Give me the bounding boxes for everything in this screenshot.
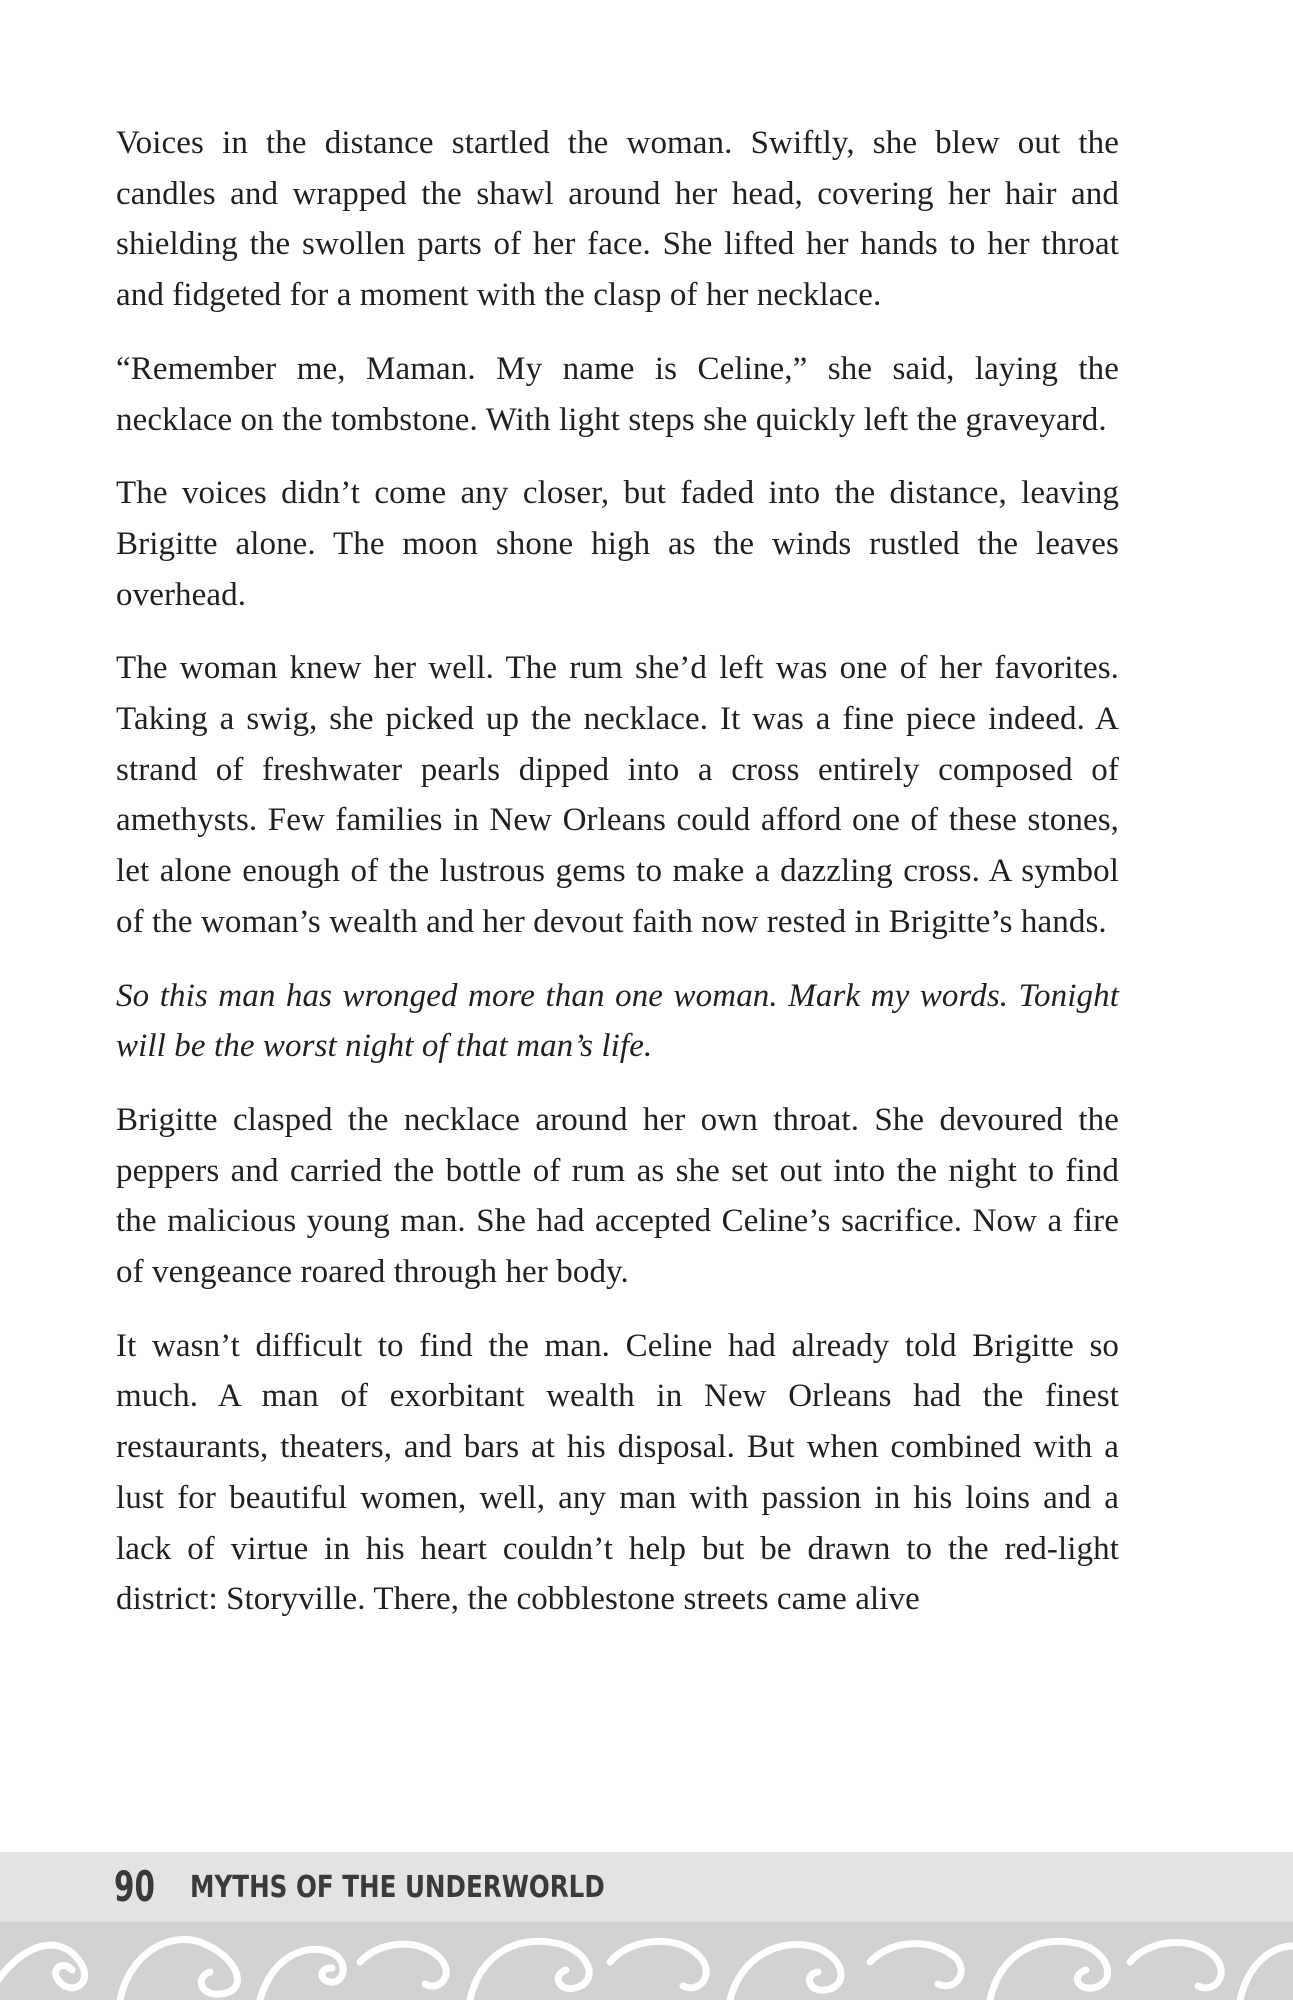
ornament-band <box>0 1922 1293 2000</box>
book-title: MYTHS OF THE UNDERWORLD <box>190 1870 605 1905</box>
paragraph-3: The voices didn’t come any closer, but faded into the distance, leaving Brigitte alone. The moon shone high as the winds rustled the leaves overhead. <box>116 475 1119 613</box>
paragraph-7: It wasn’t difficult to find the man. Celine had already told Brigitte so much. A man of exorbitant wealth in New Orleans had the finest restaurants, theaters, and bars at his disposal. But when combined with a lust for beautiful women, well, any man with passion in his loins and a lack of virtue in his heart couldn’t help but be drawn to the red-light district: Storyville. There, the cobblestone streets came alive <box>116 1327 1119 1618</box>
paragraph-1: Voices in the distance startled the woman. Swiftly, she blew out the candles and wrapped the shawl around her head, covering her hair and shielding the swollen parts of her face. She lifted her hands to her throat and fidgeted for a moment with the clasp of her necklace. <box>116 125 1119 314</box>
paragraph-2: “Remember me, Maman. My name is Celine,” she said, laying the necklace on the tombstone. With light steps she quickly left the graveyard. <box>116 350 1119 438</box>
paragraph-5-italic: So this man has wronged more than one woman. Mark my words. Tonight will be the worst night of that man’s life. <box>116 977 1119 1065</box>
paragraph-4: The woman knew her well. The rum she’d left was one of her favorites. Taking a swig, she picked up the necklace. It was a fine piece indeed. A strand of freshwater pearls dipped into a cross entirely composed of amethysts. Few families in New Orleans could afford one of these stones, let alone enough of the lustrous gems to make a dazzling cross. A symbol of the woman’s wealth and her devout faith now rested in Brigitte’s hands. <box>116 650 1119 940</box>
paragraph-6: Brigitte clasped the necklace around her own throat. She devoured the peppers and carried the bottle of rum as she set out into the night to find the malicious young man. She had accepted Celine’s sacrifice. Now a fire of vengeance roared through her body. <box>116 1101 1119 1291</box>
body-text <box>116 118 1119 1648</box>
scroll-ornament-icon <box>0 1922 1293 2000</box>
page-number: 90 <box>114 1862 155 1911</box>
